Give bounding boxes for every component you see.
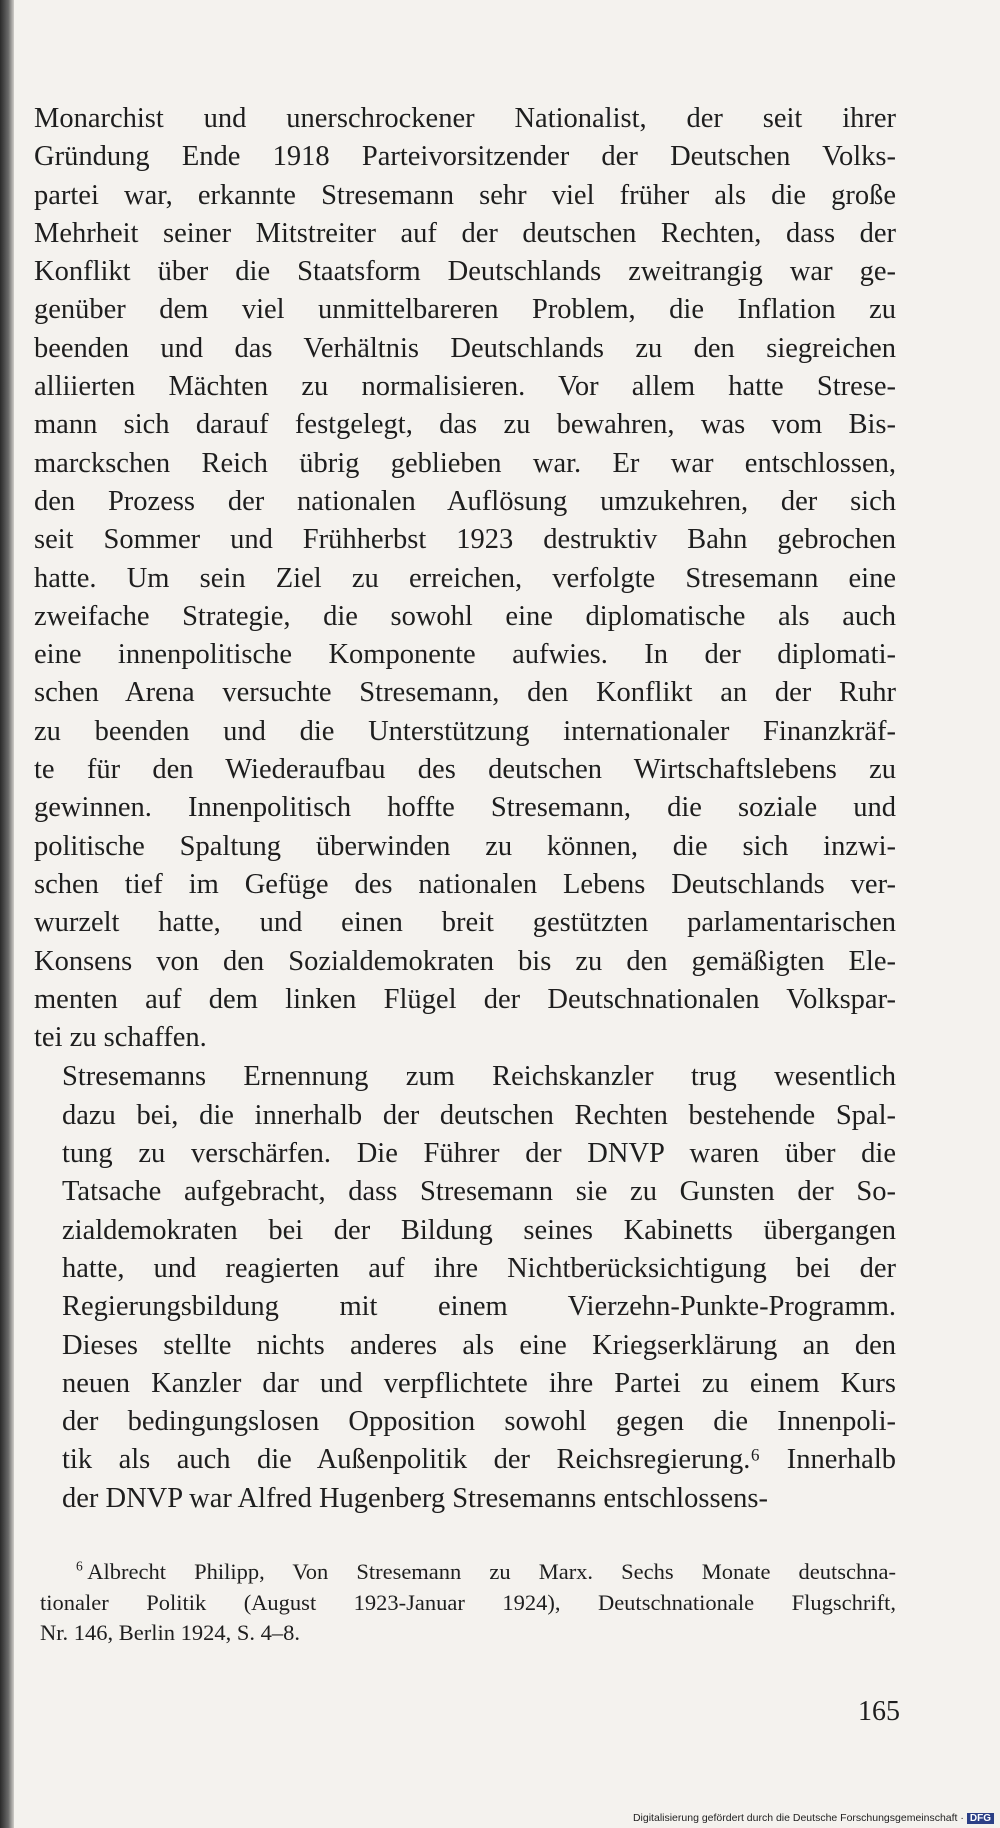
text-line: Dieses stellte nichts anderes als eine Kriegserklärung an den: [62, 1329, 896, 1361]
text-line: politische Spaltung überwinden zu können, die sich inzwi-: [34, 830, 896, 862]
text-line: marckschen Reich übrig geblieben war. Er war entschlossen,: [34, 447, 896, 479]
footnote-line: Nr. 146, Berlin 1924, S. 4–8.: [40, 1620, 301, 1645]
text-line: tik als auch die Außenpolitik der Reichsregierung.⁶ Innerhalb: [62, 1444, 896, 1476]
text-line: der DNVP war Alfred Hugenberg Stresemanns entschlossens-: [62, 1482, 769, 1514]
text-line: dazu bei, die innerhalb der deutschen Rechten bestehende Spal-: [62, 1099, 896, 1131]
text-line: tei zu schaffen.: [34, 1022, 207, 1054]
text-line: menten auf dem linken Flügel der Deutschnationalen Volkspar-: [34, 983, 896, 1015]
text-line: Mehrheit seiner Mitstreiter auf der deutschen Rechten, dass der: [34, 217, 896, 249]
text-line: den Prozess der nationalen Auflösung umzukehren, der sich: [34, 485, 896, 517]
text-line: zu beenden und die Unterstützung internationaler Finanzkräf-: [34, 715, 896, 747]
digitization-credit: [633, 1812, 994, 1824]
text-line: tung zu verschärfen. Die Führer der DNVP waren über die: [62, 1138, 896, 1170]
text-line: zweifache Strategie, die sowohl eine diplomatische als auch: [34, 600, 896, 632]
page-number: 165: [858, 1696, 900, 1727]
book-binding-shadow: [0, 0, 14, 1828]
credit-text: Digitalisierung gefördert durch die Deutsche Forschungsgemeinschaft ·: [632, 1812, 964, 1824]
text-line: hatte. Um sein Ziel zu erreichen, verfolgte Stresemann eine: [34, 562, 896, 594]
text-line: genüber dem viel unmittelbareren Problem, die Inflation zu: [34, 294, 896, 326]
text-line: te für den Wiederaufbau des deutschen Wirtschaftslebens zu: [34, 754, 896, 786]
text-line: Regierungsbildung mit einem Vierzehn-Punkte-Programm.: [62, 1291, 896, 1323]
footnote-marker: 6: [76, 1558, 83, 1574]
text-line: Gründung Ende 1918 Parteivorsitzender der Deutschen Volks-: [34, 141, 896, 173]
text-line: Stresemanns Ernennung zum Reichskanzler trug wesentlich: [62, 1061, 896, 1093]
text-line: eine innenpolitische Komponente aufwies. In der diplomati-: [34, 639, 896, 671]
paragraph-2: [34, 1058, 896, 1518]
text-line: wurzelt hatte, und einen breit gestützten parlamentarischen: [34, 907, 896, 939]
page-body: [34, 100, 896, 1518]
footnote-line: tionaler Politik (August 1923-Januar 1924), Deutschnationale Flugschrift,: [40, 1589, 896, 1615]
text-line: zialdemokraten bei der Bildung seines Kabinetts übergangen: [62, 1214, 896, 1246]
dfg-logo: DFG: [967, 1813, 994, 1824]
text-line: schen Arena versuchte Stresemann, den Konflikt an der Ruhr: [34, 677, 896, 709]
text-line: partei war, erkannte Stresemann sehr viel früher als die große: [34, 179, 896, 211]
footnote-6: [40, 1557, 896, 1649]
paragraph-1: [34, 100, 896, 1057]
text-line: mann sich darauf festgelegt, das zu bewahren, was vom Bis-: [34, 409, 896, 441]
text-line: Konsens von den Sozialdemokraten bis zu den gemäßigten Ele-: [34, 945, 896, 977]
text-line: gewinnen. Innenpolitisch hoffte Stresemann, die soziale und: [34, 792, 896, 824]
text-line: schen tief im Gefüge des nationalen Lebens Deutschlands ver-: [34, 868, 896, 900]
text-line: seit Sommer und Frühherbst 1923 destruktiv Bahn gebrochen: [34, 524, 896, 556]
text-line: beenden und das Verhältnis Deutschlands zu den siegreichen: [34, 332, 896, 364]
text-line: neuen Kanzler dar und verpflichtete ihre Partei zu einem Kurs: [62, 1367, 896, 1399]
text-line: der bedingungslosen Opposition sowohl gegen die Innenpoli-: [62, 1406, 896, 1438]
footnote-text: Albrecht Philipp, Von Stresemann zu Marx. Sechs Monate deutschna-: [87, 1559, 896, 1584]
text-line: alliierten Mächten zu normalisieren. Vor allem hatte Strese-: [34, 371, 896, 403]
text-line: Konflikt über die Staatsform Deutschlands zweitrangig war ge-: [34, 256, 896, 288]
footnote-line: [40, 1557, 896, 1588]
text-line: Tatsache aufgebracht, dass Stresemann sie zu Gunsten der So-: [62, 1176, 896, 1208]
text-line: hatte, und reagierten auf ihre Nichtberücksichtigung bei der: [62, 1252, 896, 1284]
text-line: Monarchist und unerschrockener Nationalist, der seit ihrer: [34, 103, 896, 134]
